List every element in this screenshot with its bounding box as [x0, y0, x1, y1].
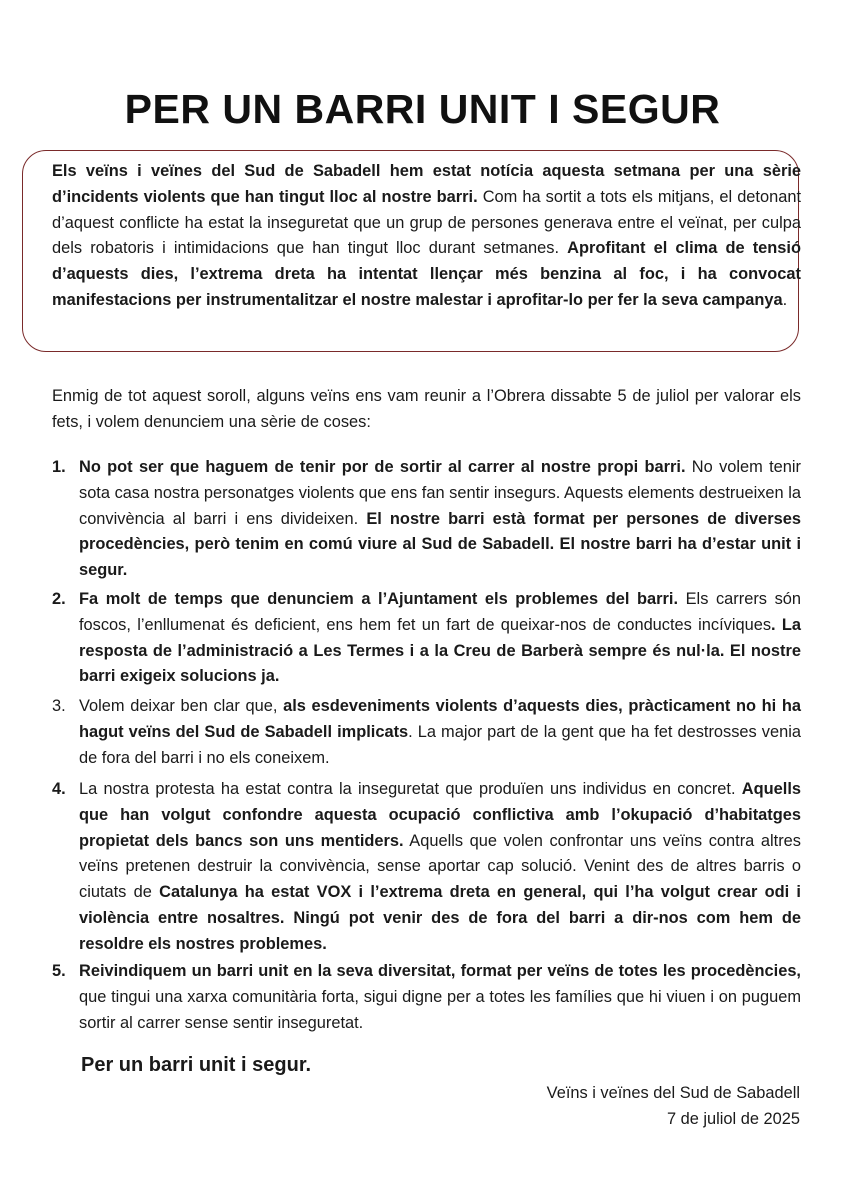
item-bold-text: No pot ser que haguem de tenir por de sortir al carrer al nostre propi barri.: [79, 458, 686, 476]
item-bold-text: Aquells que han volgut confondre aquesta ocupació conflictiva amb l’okupació d’habitatges propietat dels bancs son uns mentiders.: [79, 780, 801, 850]
item-text: que tingui una xarxa comunitària forta, sigui digne per a totes les famílies que hi viuen i on puguem sortir al carrer sense sentir inseguretat.: [79, 987, 801, 1032]
list-item-body: [79, 455, 801, 584]
summary-text: [52, 159, 801, 314]
summary-bold-1: Els veïns i veïnes del Sud de Sabadell hem estat notícia aquesta setmana per una sèrie d’incidents violents que han tingut lloc al nostre barri.: [52, 162, 801, 206]
item-text: Aquells que volen confrontar uns veïns contra altres veïns pretenen destruir la convivència, sense aportar cap solució. Venint des de altres barris o ciutats de: [79, 831, 801, 902]
item-text: La nostra protesta ha estat contra la inseguretat que produïen uns individus en concret.: [79, 780, 742, 798]
list-item-number: 3.: [52, 697, 66, 715]
item-text: Volem deixar ben clar que,: [79, 697, 284, 715]
summary-normal-1: Com ha sortit a tots els mitjans, el detonant d’aquest conflicte ha estat la inseguretat que un grup de persones generava entre el veïnat, per culpa dels robatoris i intimidacions que han tingut lloc durant setmanes.: [52, 187, 801, 258]
page-title: PER UN BARRI UNIT I SEGUR: [124, 86, 721, 132]
item-bold-text: . La resposta de l’administració a Les Termes i a la Creu de Barberà sempre és nul·la. El nostre barri exigeix solucions ja.: [79, 615, 801, 686]
list-item-1: [52, 455, 801, 584]
list-item-body: [79, 587, 801, 690]
closing-slogan: Per un barri unit i segur.: [81, 1054, 312, 1076]
summary-bold-2: Aprofitant el clima de tensió d’aquests dies, l’extrema dreta ha intentat llençar més benzina al foc, i ha convocat manifestacions per instrumentalitzar el nostre malestar i aprofitar-lo per fer la seva campanya: [52, 239, 801, 309]
list-item-number: 1.: [52, 458, 66, 476]
item-bold-text: El nostre barri està format per persones de diverses procedències, però tenim en comú viure al Sud de Sabadell. El nostre barri ha d’estar unit i segur.: [79, 509, 801, 580]
summary-normal-2: .: [782, 290, 788, 309]
list-item-4: [52, 777, 801, 958]
intro-paragraph: Enmig de tot aquest soroll, alguns veïns ens vam reunir a l’Obrera dissabte 5 de juliol per valorar els fets, i volem denunciem una sèrie de coses:: [52, 387, 801, 431]
list-item-body: [79, 959, 801, 1036]
item-bold-text: als esdeveniments violents d’aquests dies, pràcticament no hi ha hagut veïns del Sud de Sabadell implicats: [79, 697, 801, 741]
signature: [547, 1081, 800, 1133]
signature-date: 7 de juliol de 2025: [666, 1109, 800, 1128]
list-item-5: [52, 959, 801, 1036]
item-bold-text: Catalunya ha estat VOX i l’extrema dreta en general, qui l’ha volgut crear odi i violència entre nosaltres. Ningú pot venir des de fora del barri a dir-nos com hem de resoldre els nostres problemes.: [79, 883, 801, 953]
item-bold-text: Fa molt de temps que denunciem a l’Ajuntament els problemes del barri.: [79, 590, 679, 608]
list-item-2: [52, 587, 801, 690]
list-item-body: [79, 694, 801, 771]
list-item-number: 4.: [52, 780, 66, 798]
item-text: . La major part de la gent que ha fet destrosses venia de fora del barri i no els coneixem.: [79, 722, 801, 767]
list-item-3: [52, 694, 801, 771]
item-text: Els carrers són foscos, l’enllumenat és deficient, ens hem fet un fart de queixar-nos de conductes incíviques: [79, 590, 801, 634]
list-item-body: [79, 777, 801, 958]
list-item-number: 5.: [52, 962, 66, 980]
item-bold-text: Reivindiquem un barri unit en la seva diversitat, format per veïns de totes les procedències,: [79, 962, 801, 980]
signature-author: Veïns i veïnes del Sud de Sabadell: [546, 1084, 800, 1102]
list-item-number: 2.: [52, 590, 66, 608]
item-text: No volem tenir sota casa nostra personatges violents que ens fan sentir insegurs. Aquests elements destrueixen la convivència al barri i ens divideixen.: [79, 458, 801, 528]
